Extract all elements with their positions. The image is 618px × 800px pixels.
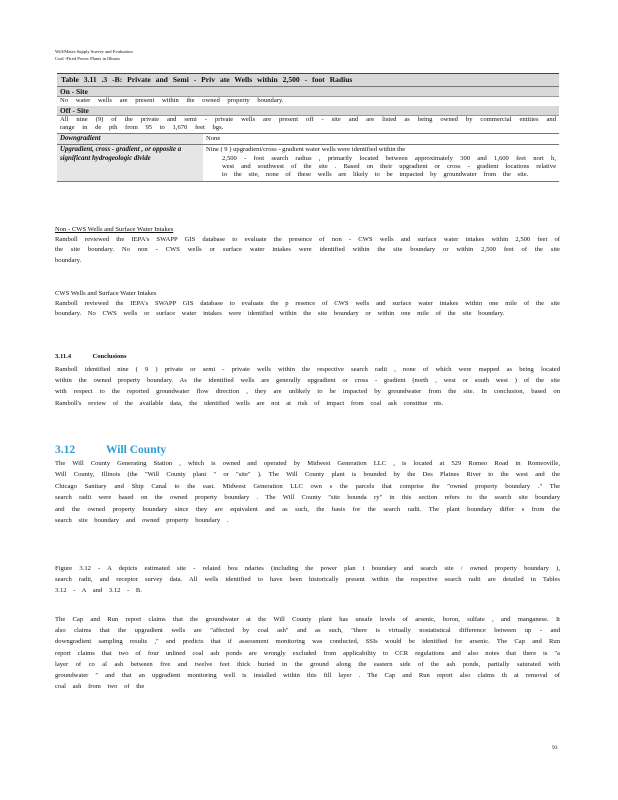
upgradient-row (57, 145, 559, 182)
upgradient-body: 2,500 - foot search radius , primarily located between approximately 300 and 1,600 feet nort h, west and southwest of the site . Based on their upgradient or cross - gradient locations relative to the site, none of these wells are likely to be impacted by groundwater from the site. (222, 154, 556, 179)
upgradient-cell (203, 145, 559, 181)
downgradient-row (57, 133, 559, 146)
paragraph-2: Figure 3.12 - A depicts estimated site - related bou ndaries (including the power plan t boundary and search site / owned property boundary ), search radii, and receptor survey data. All wells identified to have been historically present within the respective search radii are detailed in Tables 3.12 - A and 3.12 - B. (55, 565, 560, 595)
onsite-heading: On - Site (57, 87, 559, 97)
noncws-paragraph: Ramboll reviewed the IEPA's SWAPP GIS database to evaluate the presence of non - CWS wells and surface water intakes within 2,500 feet of the site boundary. No non - CWS wells or surface water intakes were identified within the site boundary or within 2,500 feet of the site boundary. (55, 236, 560, 264)
paragraph-1: The Will County Generating Station , which is owned and operated by Midwest Generation LLC , is located at 529 Romeo Road in Romeoville, Will County, Illinois (the "Will County plant " or "site" ). The Will County plant is bounded by the Des Plaines River to the west and the Chicago Sanitary and Ship Canal to the east. Midwest Generation LLC own s the parcels that comprise the "owned property boundary ." The search radii were based on the owned property boundary . The Will County "site bounda ry" in this section refers to the search site boundary and the owned property boundary since they are equivalent and as such, the basis for the search radii. The plant boundary differ s from the search site boundary and owned property boundary . (55, 460, 560, 525)
wells-table (57, 73, 559, 182)
header-line-2: Coal -Fired Power Plants in Illinois (55, 56, 121, 61)
downgradient-label: Downgradient (57, 134, 203, 145)
section-number: 3.12 (55, 444, 76, 456)
upgradient-top: Nine ( 9 ) upgradient/cross - gradient water wells were identified within the (206, 146, 406, 154)
paragraph-3: The Cap and Run report claims that the groundwater at the Will County plant has unsafe levels of arsenic, boron, sulfate , and manganese. It also claims that the upgradient wells are "affected by coal ash" and as such, "there is virtually nostatistical difference between up - and downgradient sampling results ," and predicts that if assessment monitoring was conducted, SSIs would be identified for arsenic. The Cap and Run report claims that two of four unlined coal ash ponds are wrongly excluded from applicability to CCR regulations and also notes that there is "a layer of co al ash between five and twelve feet thick buried in the ground along the eastern side of the ash ponds, partially saturated with groundwater " and that an upgradient monitoring well is installed within this fill layer . The Cap and Run report also claims th at removal of coal ash from two of the (55, 616, 560, 691)
conclusions-title: Conclusions (92, 353, 127, 360)
upgradient-label: Upgradient, cross - gradient , or opposite a significant hydrogeologic divide (57, 145, 203, 181)
downgradient-value: None (206, 134, 221, 142)
onsite-text: No water wells are present within the owned property boundary. (60, 97, 284, 105)
conclusions-paragraph: Ramboll identified nine ( 9 ) private or semi - private wells within the respective search radii , none of which were mapped as being located within the owned property boundary. As the identified wells are generally upgradient or cross - gradient (north , west or south west ) of the site with respect to the reported groundwater flow direction , they are unlikely to be impacted by groundwater from the site. In conclusion, based on Ramboll's review of the available data, the identified wells are not at risk of impact from coal ash constitue nts. (55, 366, 560, 407)
section-title: Will County (106, 444, 167, 456)
page-number: 93 (552, 745, 558, 751)
table-title: Table 3.11 .3 -B: Private and Semi - Priv ate Wells within 2,500 - foot Radius (57, 73, 559, 87)
noncws-heading: Non - CWS Wells and Surface Water Intakes (55, 226, 174, 233)
section-heading (55, 444, 166, 456)
cws-paragraph: Ramboll reviewed the IEPA's SWAPP GIS database to evaluate the p resence of CWS wells and surface water intakes within one mile of the site boundary. No CWS wells or surface water intakes were identified within the site boundary or within one mile of the site boundary. (55, 300, 560, 318)
conclusions-heading (55, 352, 127, 362)
offsite-text: All nine (9) of the private and semi - private wells are present off - site and are listed as being owned by commercial entities and range in de pth from 95 to 1,670 feet bgs. (60, 115, 556, 132)
cws-heading: CWS Wells and Surface Water Intakes (55, 290, 157, 297)
offsite-heading: Off - Site (57, 106, 559, 116)
running-header (55, 48, 133, 62)
header-line-1: Will/Mates Supply Survey and Evaluation (55, 49, 133, 54)
conclusions-number: 3.11.4 (55, 353, 72, 360)
